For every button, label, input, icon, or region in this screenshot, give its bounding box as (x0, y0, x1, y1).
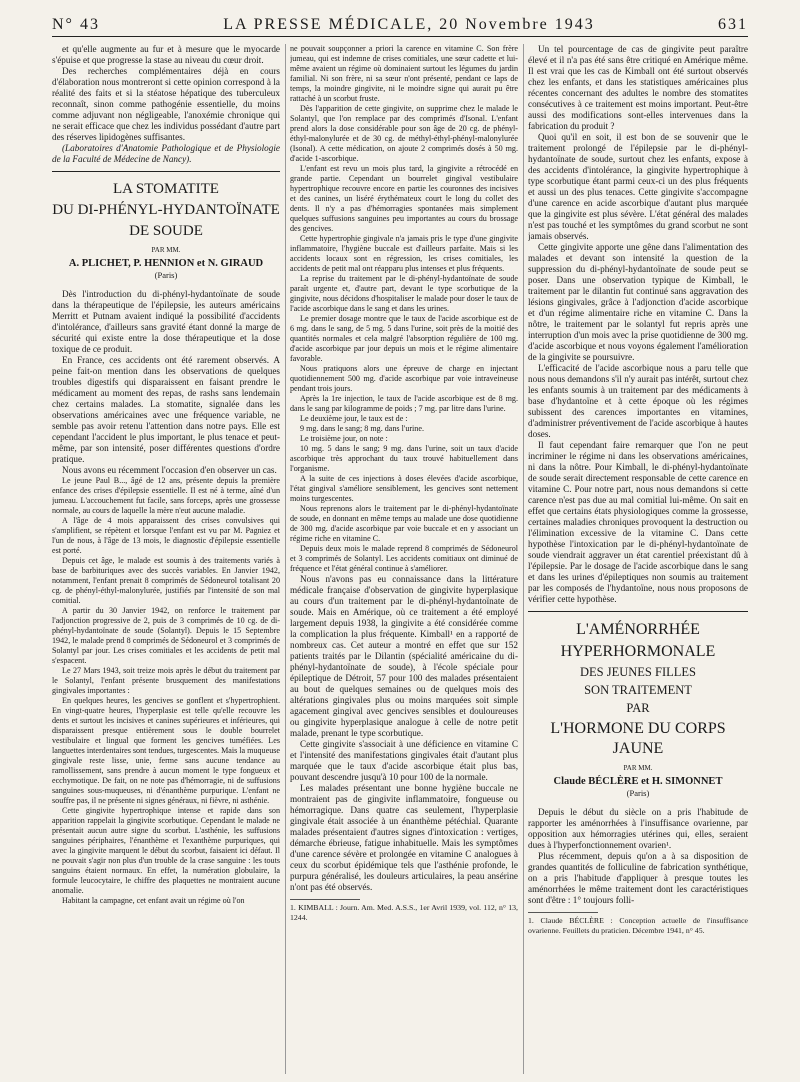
authors: Claude BÉCLÈRE et H. SIMONNET (553, 776, 723, 787)
article-title-line: L'AMÉNORRHÉE (576, 621, 700, 638)
case-paragraph: La reprise du traitement par le di-phényl-hydantoïnate de soude paraît urgente et, d'autre part, devant le type scorbutique de la gingivite, nous décidons d'hospitaliser le malade pour doser le taux de l'acide ascorbique dans le sang et dans les urines. (290, 274, 518, 313)
case-paragraph: Cette gingivite hypertrophique intense et rapide dans son apparition rappelait la gingivite scorbutique. Cependant le malade ne présentait aucun autre signe du scorbut. L'asthénie, les suffusions sanguines périphaires, l'énanthème et l'exanthème purpuriques, qui avec la gingivite marquent le début du scorbut, faisaient ici défaut. Il ne pouvait s'agir non plus d'un trouble de la crase sanguine : les touts sanguins étaient normaux. En effet, la numération globulaire, la formule leucocytaire, le chiffre des plaquettes ne montraient aucune anomalie. (52, 806, 280, 895)
footnote-rule (290, 899, 360, 900)
paragraph: Quoi qu'il en soit, il est bon de se souvenir que le traitement prolongé de l'épilepsie par le di-phényl-hydantoïnate de soude, surtout chez les enfants, expose à des accidents d'intolérance, la gingivite hypertrophique à type scorbutique étant parmi ceux-ci un des plus fréquents et aussi un des plus tenaces. Cette gingivite s'accompagne d'une carence en acide ascorbique d'autant plus marquée que la gingivite est plus sévère. L'état général des malades n'est pas touché et les symptômes du grand scorbut ne sont jamais observés. (528, 132, 748, 241)
case-paragraph: Cette hypertrophie gingivale n'a jamais pris le type d'une gingivite inflammatoire, l'hygiène buccale est d'ailleurs parfaite. Mais si les accidents locaux sont en régression, les crises comitiales, les accidents de petit mal ont réapparu plus intenses et plus fréquents. (290, 234, 518, 273)
byline-par: PAR MM. (151, 246, 181, 254)
page-number: 631 (718, 16, 748, 33)
article-title-line: DU DI-PHÉNYL-HYDANTOÏNATE (52, 202, 280, 218)
article-title-line: LA STOMATITE (113, 181, 219, 197)
authors: A. PLICHET, P. HENNION et N. GIRAUD (68, 258, 264, 269)
paragraph: En France, ces accidents ont été rarement observés. A peine fait-on mention dans les observations de quelques troubles digestifs qui disparaissent en faisant prendre le médicament au moment des repas, de rashs sans lendemain chez certains malades. La stomatite, signalée dans les observations américaines avec une fréquence variable, ne semble pas avoir retenu l'attention dans notre pays. Elle est cependant l'accident le plus important, le plus tenace et peut-même, par son intensité, poser différentes questions d'ordre pratique. (52, 355, 280, 464)
footnote: 1. Claude BÉCLÈRE : Conception actuelle de l'insuffisance ovarienne. Feuillets du praticien. Décembre 1941, n° 45. (528, 916, 748, 935)
paragraph: Cette gingivite s'associait à une déficience en vitamine C et l'intensité des manifestations gingivales était d'autant plus marquée que le taux d'acide ascorbique était plus bas, pouvant descendre jusqu'à 10 pour 100 de la normale. (290, 739, 518, 782)
article-title-line: L'HORMONE DU CORPS JAUNE (550, 720, 726, 757)
case-paragraph: ne pouvait soupçonner a priori la carence en vitamine C. Son frère jumeau, qui est indemne de crises comitiales, une sœur cadette et lui-même avaient un régime où dominaient surtout les légumes du jardin familial. Ni son frère, ni sa sœur n'ont présenté, pendant ce laps de temps, la moindre gingivite, ni le moindre signe qui aurait pu être rattaché à un scorbut fruste. (290, 44, 518, 103)
article-title-line: HYPERHORMONALE (560, 643, 716, 660)
paragraph: L'efficacité de l'acide ascorbique nous a paru telle que nous nous demandons s'il n'y aurait pas intérêt, surtout chez les enfants soumis à un traitement par des médicaments à base d'hydantoïne et à cette époque où les régimes subissent des carences importantes en vitamines, d'administrer préventivement de l'acide ascorbique à hautes doses. (528, 363, 748, 439)
section-rule (528, 611, 748, 612)
author-location: (Paris) (626, 788, 650, 798)
case-paragraph: Le deuxième jour, le taux est de : (300, 414, 408, 423)
footnote-rule (528, 912, 598, 913)
paragraph: Nous avons eu récemment l'occasion d'en observer un cas. (62, 465, 277, 475)
journal-title: LA PRESSE MÉDICALE, 20 Novembre 1943 (223, 16, 595, 33)
article-title-line: DE SOUDE (129, 223, 203, 239)
paragraph: Dès l'introduction du di-phényl-hydantoïnate de soude dans la thérapeutique de l'épilepsie, les auteurs américains Merritt et Putnam avaient indiqué la possibilité d'accidents d'intolérance, d'ailleurs sans gravité étant donné la marge de sécurité qui existe entre la dose thérapeutique et la dose toxique de ce produit. (52, 289, 280, 354)
article-title-line: SON TRAITEMENT (584, 683, 692, 697)
case-paragraph: Le 27 Mars 1943, soit treize mois après le début du traitement par le Solantyl, l'enfant présente brusquement des manifestations gingivales importantes : (52, 666, 280, 695)
paragraph: Des recherches complémentaires déjà en cours d'élaboration nous montreront si cette opinion correspond à la réalité des faits et si la stéatose hépatique des tuberculeux reconnaît, sinon comme pathogénie essentielle, du moins comme adjuvant non négligeable, l'anoxémie chronique qui ne serait efficace que chez les individus possédant d'autre part des réserves lipidogènes suffisantes. (52, 66, 280, 142)
case-paragraph: A la suite de ces injections à doses élevées d'acide ascorbique, l'état gingival s'améliore sensiblement, les gencives sont nettement moins turgescentes. (290, 474, 518, 503)
paragraph: Un tel pourcentage de cas de gingivite peut paraître élevé et il n'a pas été sans être critiqué en Amérique même. Il est vrai que les cas de Kimball ont été surtout observés chez les enfants, et dans les statistiques américaines plus récentes concernant des adultes le nombre des stomatites consécutives à ce traitement est moins important. Peut-être aussi des modifications sont-elles intervenues dans la fabrication du produit ? (528, 44, 748, 131)
column-divider-2 (523, 44, 524, 1074)
case-paragraph: Dès l'apparition de cette gingivite, on supprime chez le malade le Solantyl, que l'on remplace par des comprimés d'Isonal. L'enfant prend alors la dose considérable pour son âge de 20 cg. de phényl-éthyl-malonylurée et de 30 cg. de méthyl-éthyl-phényl-malonylurée (Isonal). A cette médication, on ajoute 2 comprimés dosés à 50 mg. d'acide 1-ascorbique. (290, 104, 518, 163)
article-title-line: DES JEUNES FILLES (580, 665, 696, 679)
case-paragraph: L'enfant est revu un mois plus tard, la gingivite a rétrocédé en grande partie. Cependant un bourrelet gingival vestibulaire hypertrophique recouvre encore en partie les couronnes des incisives et des canines, un liséré érythémateux court le long du collet des dents. Il n'y a pas d'hémorragies spontanées mais simplement quelques suffusions sanguines peu importantes au cours du brossage des gencives. (290, 164, 518, 233)
paragraph: Les malades présentant une bonne hygiène buccale ne montraient pas de gingivite inflammatoire, fongueuse ou hémorragique. Dans quatre cas seulement, l'hyperplasie gingivale était associée à un énanthème pétéchial. Quarante malades présentaient d'autres signes d'intoxication : vertiges, démarche ébrieuse, fatigue inhabituelle. Mais les symptômes d'une carence sévère et prolongée en vitamine C analogues à ceux du scorbut épidémique tels que l'asthénie profonde, le purpura généralisé, les douleurs articulaires, la peau ansérine n'ont pas été observés. (290, 783, 518, 892)
case-paragraph: En quelques heures, les gencives se gonflent et s'hypertrophient. En vingt-quatre heures, l'hyperplasie est telle qu'elle recouvre les dents et surtout les incisives et canines supérieures et inférieures, qui disparaissent presque entièrement sous le double bourrelet vestibulaire et lingual que forment les gencives tuméfiées. Les languettes interdentaires sont tendues, turgescentes. Mais la muqueuse gingivale reste lisse, unie, ferme sans aucune tendance au ramollissement, sans prendre à aucun moment le type fongueux et ecchymotique. De fait, on ne note pas d'hémorragie, ni de suffusions sanguines sous-muqueuses, ni d'énanthème purpurique. L'enfant ne souffre pas, il ne présente ni signes généraux, ni fièvre, ni asthénie. (52, 696, 280, 805)
case-paragraph: Le premier dosage montre que le taux de l'acide ascorbique est de 6 mg. dans le sang, de 5 mg. 5 dans l'urine, soit près de la moitié des quantités normales et cela malgré l'absorption régulière de 100 mg. d'acide ascorbique par jour depuis un mois et le régime alimentaire favorable. (290, 314, 518, 363)
byline-par: PAR MM. (623, 764, 653, 772)
case-paragraph: Le troisième jour, on note : (300, 434, 388, 443)
paragraph: Plus récemment, depuis qu'on a à sa disposition de grandes quantités de folliculine de fabrication synthétique, on a pris l'habitude d'appliquer à presque toutes les aménorrhées le même traitement dont les caractéristiques sont d'être : 1° toujours folli- (528, 851, 748, 905)
article-title-line: PAR (626, 701, 650, 715)
affiliation: (Laboratoires d'Anatomie Pathologique et de Physiologie de la Faculté de Médecine de Nancy). (52, 143, 280, 164)
case-paragraph: Le jeune Paul B..., âgé de 12 ans, présente depuis la première enfance des crises d'épilepsie essentielle. Il est né à terme, aîné d'un jumeau. L'accouchement fut facile, sans forceps, après une grossesse normale, au cours de laquelle la mère n'eut aucune maladie. (52, 476, 280, 515)
case-paragraph: Depuis cet âge, le malade est soumis à des traitements variés à base de barbituriques avec des succès variables. En Janvier 1942, notamment, l'enfant prenait 8 comprimés de Sédoneurol totalisant 20 cg. de phényl-éthyl-malonylurée, justifiés par l'intensité de son mal comitial. (52, 556, 280, 605)
section-rule (52, 171, 280, 172)
column-divider-1 (285, 44, 286, 1074)
paragraph: Il faut cependant faire remarquer que l'on ne peut incriminer le régime ni dans les observations américaines, ni dans la nôtre. Pour Kimball, le di-phényl-hydantoïnate de soude serait directement responsable de cette carence en vitamine C. Pour notre part, nous nous demandons si cette carence n'est pas due au mal comitial lui-même. On sait en effet que certains états physiologiques comme la grossesse, certaines maladies chroniques provoquent la destruction ou l'élimination excessive de la vitamine C. Dans cette hypothèse l'intoxication par le di-phényl-hydantoïnate de soude viendrait aggraver un état carentiel préexistant dû à l'épilepsie. Par le dosage de l'acide ascorbique dans le sang et dans les urines d'épileptiques non soumis au traitement par les composés de l'hydantoïne, nous nous proposons de vérifier cette hypothèse. (528, 440, 748, 604)
paragraph: Depuis le début du siècle on a pris l'habitude de rapporter les aménorrhées à l'insuffisance ovarienne, par opposition aux hémorragies utérines qui, elles, seraient dues à l'hyperfonctionnement ovarien¹. (528, 807, 748, 850)
footnote: 1. KIMBALL : Journ. Am. Med. A.S.S., 1er Avril 1939, vol. 112, n° 13, 1244. (290, 903, 518, 922)
case-paragraph: 9 mg. dans le sang; 8 mg. dans l'urine. (300, 424, 424, 433)
issue-number: N° 43 (52, 16, 100, 33)
column-right (528, 44, 748, 1074)
case-paragraph: 10 mg. 5 dans le sang; 9 mg. dans l'urine, soit un taux d'acide ascorbique très approchant du taux trouvé habituellement dans l'organisme. (290, 444, 518, 473)
case-paragraph: Habitant la campagne, cet enfant avait un régime où l'on (62, 896, 245, 905)
case-paragraph: A l'âge de 4 mois apparaissent des crises convulsives qui s'amplifient, se répètent et lorsque l'enfant est vu par M. Pagniez et l'un de nous, à l'âge de 13 mois, le diagnostic d'épilepsie essentielle est porté. (52, 516, 280, 555)
paragraph: Cette gingivite apporte une gêne dans l'alimentation des malades et devant son intensité la question de la suppression du di-phényl-hydantoïnate de soude peut se poser. Dans une observation typique de Kimball, le traitement par le dilantin fut continué sans aggravation des lésions gingivales, grâce à l'adjonction d'acide ascorbique et d'un régime alimentaire riche en vitamine C. Dans la nôtre, le traitement par le solantyl fut repris après une interruption d'un mois avec la prise quotidienne de 300 mg. d'acide ascorbique et nous voyons également l'amélioration de la gingivite se poursuivre. (528, 242, 748, 362)
case-paragraph: Depuis deux mois le malade reprend 8 comprimés de Sédoneurol et 3 comprimés de Solantyl. Les accidents comitiaux ont diminué de fréquence et l'état général continue à s'améliorer. (290, 544, 518, 573)
case-paragraph: A partir du 30 Janvier 1942, on renforce le traitement par l'adjonction progressive de 2, puis de 3 comprimés de 10 cg. de di-phényl-hydantoïnate de soude (Solantyl). Depuis le 15 Septembre 1942, le malade prend 8 comprimés de Sédoneurol et 3 comprimés de Solantyl par jour. Les crises comitiales et les accidents de petit mal s'espacent. (52, 606, 280, 665)
case-paragraph: Nous pratiquons alors une épreuve de charge en injectant quotidiennement 500 mg. d'acide ascorbique par voie intraveineuse pendant trois jours. (290, 364, 518, 393)
paragraph: Nous n'avons pas eu connaissance dans la littérature médicale française d'observation de gingivite hyperplasique au cours d'un traitement par le di-phényl-hydantoïnate de soude. Mais en Amérique, où ce traitement a été employé largement depuis 1938, la gingivite a été considérée comme la complication la plus fréquente. Kimball¹ en a rapporté de nombreux cas. Cet auteur a montré en effet que sur 152 patients traités par le Dilantin (spécialité américaine du di-phényl-hydantoïnate de soude), à l'école spéciale pour épileptique de Détroit, 57 pour 100 des malades présentaient au bout de quelques semaines ou de quelques mois des altérations gingivales plus ou moins marquées soit simple agacement gingival avec gencives sensibles et douloureuses ou gingivite hyperplasique analogue à celle de notre petit malade, prenant le type scorbutique. (290, 574, 518, 738)
case-paragraph: Nous reprenons alors le traitement par le di-phényl-hydantoïnate de soude, en donnant en même temps au malade une dose quotidienne de 300 mg. d'acide ascorbique par voie buccale et en y associant un régime riche en vitamine C. (290, 504, 518, 543)
case-paragraph: Après la 1re injection, le taux de l'acide ascorbique est de 8 mg. dans le sang par kilogramme de poids ; 7 mg. par litre dans l'urine. (290, 394, 518, 413)
column-middle (290, 44, 518, 1074)
author-location: (Paris) (154, 270, 178, 280)
column-left (52, 44, 280, 1074)
paragraph: et qu'elle augmente au fur et à mesure que le myocarde s'épuise et que progresse la stase au niveau du cœur droit. (52, 44, 280, 65)
running-header (52, 14, 748, 37)
